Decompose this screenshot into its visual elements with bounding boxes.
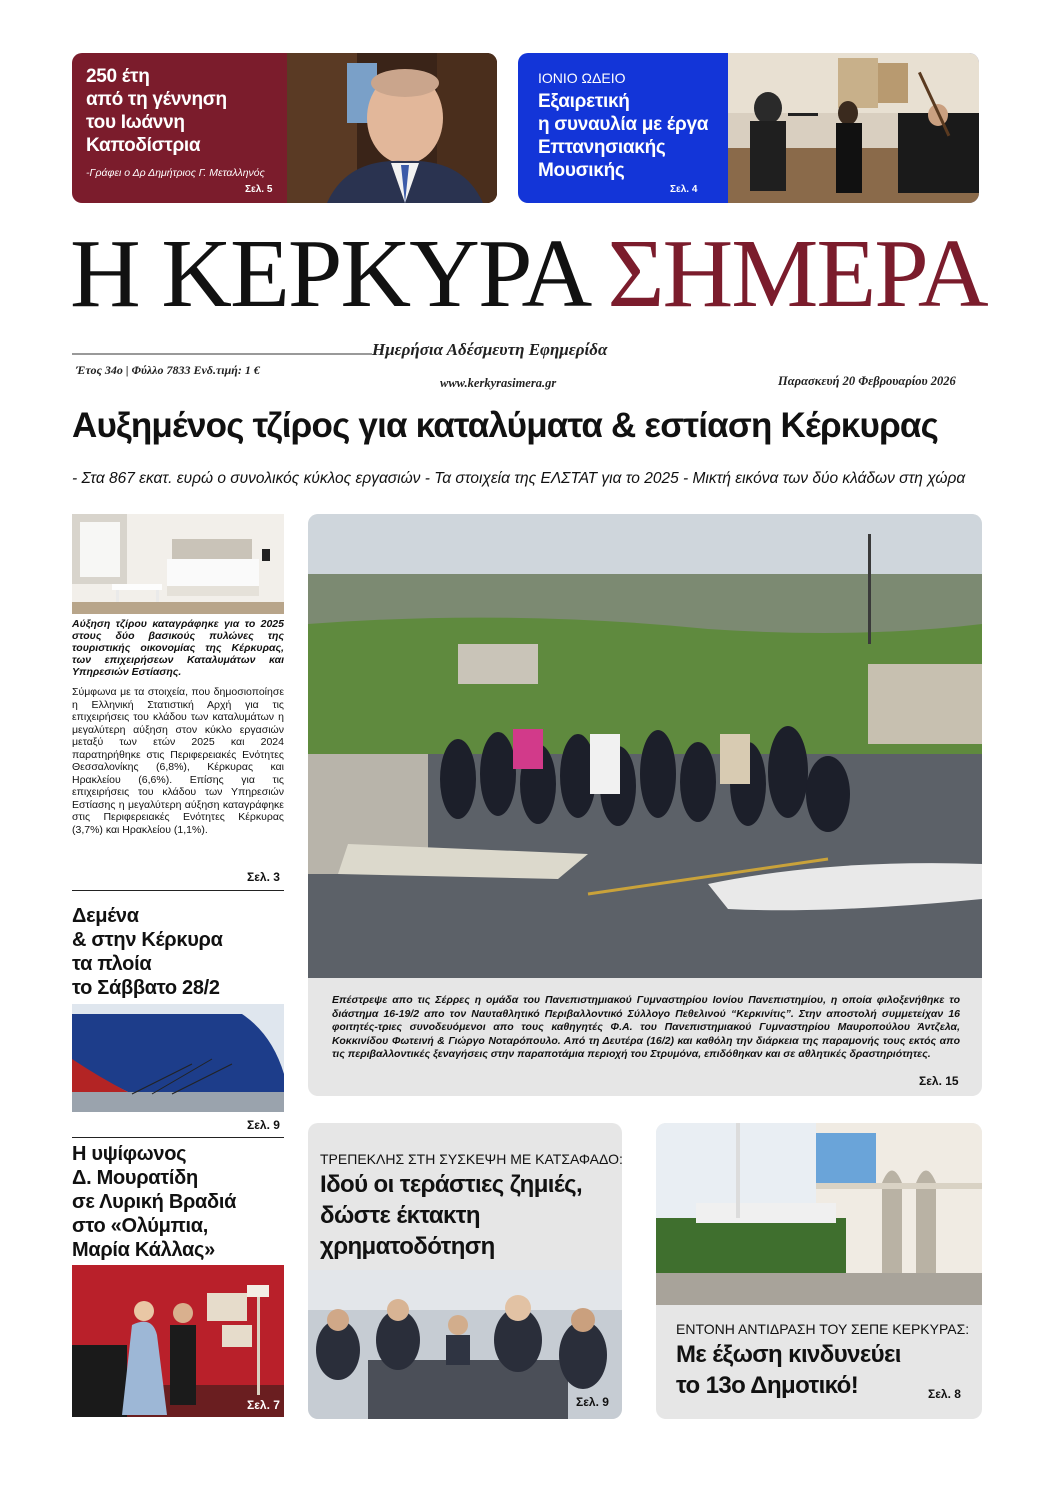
ships-page-ref: Σελ. 9 bbox=[247, 1118, 280, 1132]
rowing-team-photo bbox=[308, 514, 982, 978]
school-story-card[interactable] bbox=[656, 1123, 982, 1419]
promo-kapodistrias-title: 250 έτη από τη γέννηση του Ιωάννη Καποδίστρια bbox=[86, 66, 227, 156]
school-story-title: Με έξωση κινδυνεύει το 13ο Δημοτικό! bbox=[676, 1341, 901, 1399]
promo-concert[interactable] bbox=[518, 53, 979, 203]
hotel-room-photo bbox=[72, 514, 284, 614]
school-page-ref: Σελ. 8 bbox=[928, 1387, 961, 1401]
soprano-photo bbox=[72, 1265, 284, 1417]
masthead-rule bbox=[72, 353, 372, 355]
school-story-kicker: ΕΝΤΟΝΗ ΑΝΤΙΔΡΑΣΗ ΤΟΥ ΣΕΠΕ ΚΕΡΚΥΡΑΣ: bbox=[676, 1321, 970, 1337]
soprano-story-title[interactable]: Η υψίφωνος Δ. Μουρατίδη σε Λυρική Βραδιά στο «Ολύμπια, Μαρία Κάλλας» bbox=[72, 1143, 237, 1261]
lead-headline[interactable]: Αυξημένος τζίρος για καταλύματα & εστίαση Κέρκυρας bbox=[72, 406, 939, 445]
promo-concert-page-ref: Σελ. 4 bbox=[670, 184, 698, 195]
lead-body-text: Σύμφωνα με τα στοιχεία, που δημοσιοποίησε η Ελληνική Στατιστική Αρχή για τις επιχειρήσεις του κλάδου των καταλυμάτων η μεγαλύτερη αύξηση στον κύκλο εργασιών μεταξύ των ετών 2025 και 2024 παρατηρήθηκε στις Περιφερειακές Ενότητες Θεσσαλονίκης (6,8%), Κέρκυρας και Ηρακλείου (6,6%). Επίσης για τις επιχειρήσεις του κλάδου των Υπηρεσιών Εστίασης η μεγαλύτερη αύξηση καταγράφηκε στις Περιφερειακές Ενότητες Κέρκυρας (3,7%) και Ηρακλείου (1,1%). bbox=[72, 686, 284, 836]
soprano-page-ref: Σελ. 7 bbox=[247, 1398, 280, 1412]
meeting-photo bbox=[308, 1270, 622, 1419]
issue-date: Παρασκευή 20 Φεβρουαρίου 2026 bbox=[778, 374, 956, 388]
promo-kapodistrias[interactable] bbox=[72, 53, 497, 203]
promo-kapodistrias-byline: -Γράφει ο Δρ Δημήτριος Γ. Μεταλληνός bbox=[86, 167, 265, 179]
ship-photo bbox=[72, 1004, 284, 1112]
concert-photo bbox=[728, 53, 979, 203]
main-photo-caption: Επέστρεψε απο τις Σέρρες η ομάδα του Πανεπιστημιακού Γυμναστηρίου Ιονίου Πανεπιστημίου, η οποία φιλοξενήθηκε το διάστημα 16-19/2 απο τον Ναυταθλητικό Περιβαλλοντικό Σύλλογο Πεθελινού “Κερκινίτις”. Στην αποστολή συμμετείχαν 16 φοιτητές-τριες συνοδευόμενοι απο τους καθηγητές Φ.Α. του Πανεπιστημιακού Γυμναστηρίου Μαυροπούλου Άντζελα, Κοκκινίδου Φωτεινή & Γιώργο Νοταρόπουλο. Από τη Δευτέρα (16/2) και καθόλη την διάρκεια της παραμονής τους εκτός απο τις περιβαλλοντικές ξεναγήσεις στην παραποτάμια περιοχή του Στρυμόνα, επιδόθηκαν και σε αθλητικές δραστηριότητες. bbox=[332, 994, 960, 1060]
column-divider bbox=[72, 1137, 284, 1138]
column-divider bbox=[72, 890, 284, 891]
masthead-title: Η ΚΕΡΚΥΡΑ ΣΗΜΕΡΑ bbox=[70, 220, 987, 328]
portrait-photo bbox=[287, 53, 497, 203]
meeting-page-ref: Σελ. 9 bbox=[576, 1395, 609, 1409]
school-building-photo bbox=[656, 1123, 982, 1305]
website-link[interactable]: www.kerkyrasimera.gr bbox=[440, 376, 557, 390]
lead-photo-caption: Αύξηση τζίρου καταγράφηκε για το 2025 στους δύο βασικούς πυλώνες της τουριστικής οικονομίας της Κέρκυρας, των επιχειρήσεων Καταλυμάτων και Υπηρεσιών Εστίασης. bbox=[72, 618, 284, 678]
meeting-story-kicker: ΤΡΕΠΕΚΛΗΣ ΣΤΗ ΣΥΣΚΕΨΗ ΜΕ ΚΑΤΣΑΦΑΔΟ: bbox=[320, 1151, 623, 1167]
ships-story-title[interactable]: Δεμένα & στην Κέρκυρα τα πλοία το Σάββατο 28/2 bbox=[72, 905, 223, 999]
main-photo-card[interactable] bbox=[308, 514, 982, 1096]
meeting-story-title: Ιδού οι τεράστιες ζημιές, δώστε έκτακτη χρηματοδότηση bbox=[320, 1171, 583, 1260]
masthead-tagline: Ημερήσια Αδέσμευτη Εφημερίδα bbox=[372, 340, 608, 359]
lead-page-ref: Σελ. 3 bbox=[247, 870, 280, 884]
main-photo-page-ref: Σελ. 15 bbox=[919, 1074, 959, 1088]
promo-concert-kicker: ΙΟΝΙΟ ΩΔΕΙΟ bbox=[538, 70, 626, 86]
promo-concert-title: Εξαιρετική η συναυλία με έργα Επτανησιακής Μουσικής bbox=[538, 91, 709, 181]
meeting-story-card[interactable] bbox=[308, 1123, 622, 1419]
lead-subline: - Στα 867 εκατ. ευρώ ο συνολικός κύκλος εργασιών - Τα στοιχεία της ΕΛΣΤΑΤ για το 2025 - Μικτή εικόνα των δύο κλάδων στη χώρα bbox=[72, 470, 966, 487]
promo-kapodistrias-page-ref: Σελ. 5 bbox=[245, 184, 273, 195]
issue-info: Έτος 34ο | Φύλλο 7833 Ενδ.τιμή: 1 € bbox=[76, 363, 260, 377]
